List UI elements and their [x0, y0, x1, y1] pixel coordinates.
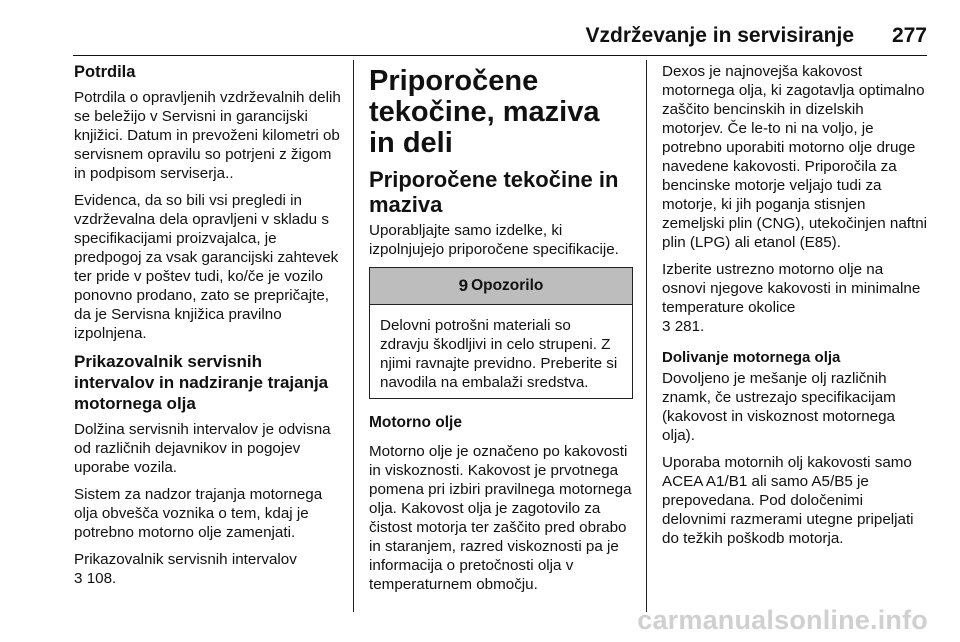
heading-oil-topup: Dolivanje motornega olja [662, 349, 841, 366]
subsection-title: Priporočene tekočine in maziva [369, 167, 619, 217]
column-divider [353, 60, 354, 612]
paragraph-text: Izberite ustrezno motorno olje na osnovi njegove kakovosti in minimalne temperature okolice [662, 261, 921, 316]
watermark: carmanualsonline.info [637, 605, 928, 635]
page-header [0, 0, 960, 60]
warning-title: Opozorilo [471, 277, 544, 294]
paragraph: Dolžina servisnih intervalov je odvisna od različnih dejavnikov in pogojev uporabe vozila. [74, 421, 331, 476]
column-divider [646, 60, 647, 612]
page-reference[interactable]: 281. [674, 318, 705, 335]
section-title: Priporočene tekočine, maziva in deli [369, 65, 600, 159]
chapter-title: Vzdrževanje in servisiranje [585, 24, 854, 47]
page-reference-icon: 3 [662, 318, 671, 335]
heading-service-interval: Prikazovalnik servisnih intervalov in nadziranje trajanja motornega olja [74, 352, 329, 413]
paragraph: Uporabljajte samo izdelke, ki izpolnjujejo priporočene specifikacije. [369, 222, 619, 258]
page-reference[interactable]: 108. [86, 570, 117, 587]
paragraph-with-reference [74, 550, 346, 588]
page-number: 277 [891, 24, 927, 47]
warning-icon: 9 [458, 276, 469, 295]
column-middle [369, 62, 633, 602]
warning-header [370, 268, 632, 305]
page-reference-icon: 3 [74, 570, 83, 587]
warning-box [369, 267, 633, 399]
header-rule [73, 55, 927, 56]
paragraph: Potrdila o opravljenih vzdrževalnih delih se beležijo v Servisni in garancijski knjižici. Datum in prevoženi kilometri ob servisnem opravilu so potrjeni z žigom in podpisom serviserja.. [74, 89, 341, 182]
paragraph: Evidenca, da so bili vsi pregledi in vzdrževalna dela opravljeni v skladu s specifikacijami proizvajalca, je predpogoj za vsak garancijski zahtevek ter pride v poštev tudi, ko/če je vozilo ponovno prodano, zato se prepričajte, da je Servisna knjižica pravilno izpolnjena. [74, 192, 339, 342]
paragraph-with-reference [662, 260, 928, 336]
column-right [662, 62, 928, 556]
paragraph: Uporaba motornih olj kakovosti samo ACEA A1/B1 ali samo A5/B5 je prepovedana. Pod določenimi delovnimi razmerami utegne pripeljati do težkih poškodb motorja. [662, 454, 914, 547]
paragraph: Dovoljeno je mešanje olj različnih znamk, če ustrezajo specifikacijam (kakovost in viskoznost motornega olja). [662, 370, 896, 444]
warning-body [370, 305, 632, 398]
paragraph: Sistem za nadzor trajanja motornega olja obvešča voznika o tem, kdaj je potrebno motorno olje zamenjati. [74, 486, 323, 541]
paragraph-text: Prikazovalnik servisnih intervalov [74, 551, 297, 568]
paragraph: Dexos je najnovejša kakovost motornega olja, ki zagotavlja optimalno zaščito bencinskih in dizelskih motorjev. Če le-to ni na voljo, je potrebno uporabiti motorno olje druge navedene kakovosti. Priporočila za bencinske motorje veljajo tudi za motorje, ki jih poganja stisnjen zemeljski plin (CNG), utekočinjen naftni plin (LPG) ali etanol (E85). [662, 63, 928, 251]
heading-motor-oil: Motorno olje [369, 414, 462, 431]
warning-text: Delovni potrošni materiali so zdravju škodljivi in celo strupeni. Z njimi ravnajte previdno. Preberite si navodila na embalaži sredstva. [380, 317, 618, 391]
heading-potrdila: Potrdila [74, 63, 136, 81]
paragraph: Motorno olje je označeno po kakovosti in viskoznosti. Kakovost je prvotnega pomena pri izbiri pravilnega motornega olja. Kakovost olja je zagotovilo za čistost motorja ter zaščito pred obrabo in staranjem, razred viskoznosti pa je informacija o pretočnosti olja v temperaturnem območju. [369, 443, 632, 593]
column-left [74, 62, 346, 596]
